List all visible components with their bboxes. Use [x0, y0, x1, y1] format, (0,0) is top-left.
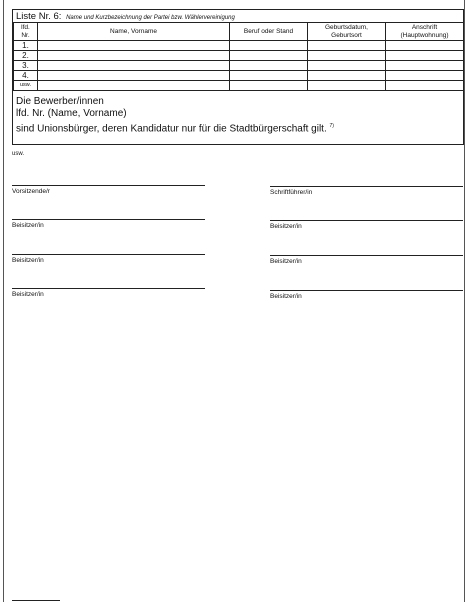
signature-line[interactable] [12, 254, 205, 255]
table-row [14, 61, 464, 71]
signature-label: Vorsitzende/r [12, 188, 50, 195]
name-cell[interactable] [38, 81, 230, 91]
signature-label: Beisitzer/in [270, 293, 302, 300]
beruf-cell[interactable] [230, 51, 308, 61]
signature-label: Beisitzer/in [12, 257, 44, 264]
unionsbuerger-note [16, 96, 334, 135]
signature-beisitzer-right-2 [270, 255, 463, 265]
header-lfd-nr: lfd. Nr. [14, 23, 38, 41]
signature-beisitzer-right-1 [270, 220, 463, 230]
signature-line[interactable] [12, 288, 205, 289]
signature-line[interactable] [270, 255, 463, 256]
name-cell[interactable] [38, 51, 230, 61]
header-anschrift: Anschrift (Hauptwohnung) [386, 23, 464, 41]
header-name: Name, Vorname [38, 23, 230, 41]
list-title [16, 11, 235, 22]
usw-label: usw. [12, 151, 25, 157]
beruf-cell[interactable] [230, 71, 308, 81]
table-header-row [14, 23, 464, 41]
note-line-2: lfd. Nr. (Name, Vorname) [16, 108, 127, 119]
signature-label: Beisitzer/in [270, 223, 302, 230]
anschrift-cell[interactable] [386, 41, 464, 51]
signature-line[interactable] [270, 186, 463, 187]
signature-label: Beisitzer/in [12, 291, 44, 298]
signature-beisitzer-left-3 [12, 288, 205, 298]
footnote-mark: 7) [329, 123, 334, 129]
anschrift-cell[interactable] [386, 81, 464, 91]
note-line-1: Die Bewerber/innen [16, 96, 104, 107]
name-cell[interactable] [38, 71, 230, 81]
signature-label: Schriftführer/in [270, 189, 313, 196]
anschrift-cell[interactable] [386, 61, 464, 71]
signature-beisitzer-right-3 [270, 290, 463, 300]
table-row [14, 41, 464, 51]
signature-vorsitzende [12, 185, 205, 195]
list-number: Liste Nr. 6: [16, 11, 62, 22]
row-number: 3. [14, 61, 38, 71]
candidate-list-box [12, 9, 464, 145]
beruf-cell[interactable] [230, 61, 308, 71]
signature-line[interactable] [12, 219, 205, 220]
table-row [14, 71, 464, 81]
row-number: 4. [14, 71, 38, 81]
beruf-cell[interactable] [230, 41, 308, 51]
geburt-cell[interactable] [308, 51, 386, 61]
row-number: 2. [14, 51, 38, 61]
geburt-cell[interactable] [308, 71, 386, 81]
row-number: usw. [14, 81, 38, 91]
geburt-cell[interactable] [308, 81, 386, 91]
anschrift-cell[interactable] [386, 71, 464, 81]
signature-schriftfuehrer [270, 186, 463, 196]
signature-label: Beisitzer/in [270, 258, 302, 265]
geburt-cell[interactable] [308, 61, 386, 71]
signature-line[interactable] [12, 185, 205, 186]
candidate-table [13, 22, 464, 91]
header-beruf: Beruf oder Stand [230, 23, 308, 41]
note-line-3: sind Unionsbürger, deren Kandidatur nur für die Stadtbürgerschaft gilt. $^{7)}$ [16, 123, 334, 135]
signature-label: Beisitzer/in [12, 222, 44, 229]
signature-line[interactable] [270, 220, 463, 221]
anschrift-cell[interactable] [386, 51, 464, 61]
table-row [14, 81, 464, 91]
signature-beisitzer-left-2 [12, 254, 205, 264]
name-cell[interactable] [38, 61, 230, 71]
list-subtitle: Name und Kurzbezeichnung der Partei bzw. Wählervereinigung [66, 15, 235, 21]
footnote-separator [12, 600, 60, 601]
header-geburt: Geburtsdatum, Geburtsort [308, 23, 386, 41]
beruf-cell[interactable] [230, 81, 308, 91]
row-number: 1. [14, 41, 38, 51]
table-row [14, 51, 464, 61]
signature-line[interactable] [270, 290, 463, 291]
name-cell[interactable] [38, 41, 230, 51]
geburt-cell[interactable] [308, 41, 386, 51]
signature-beisitzer-left-1 [12, 219, 205, 229]
